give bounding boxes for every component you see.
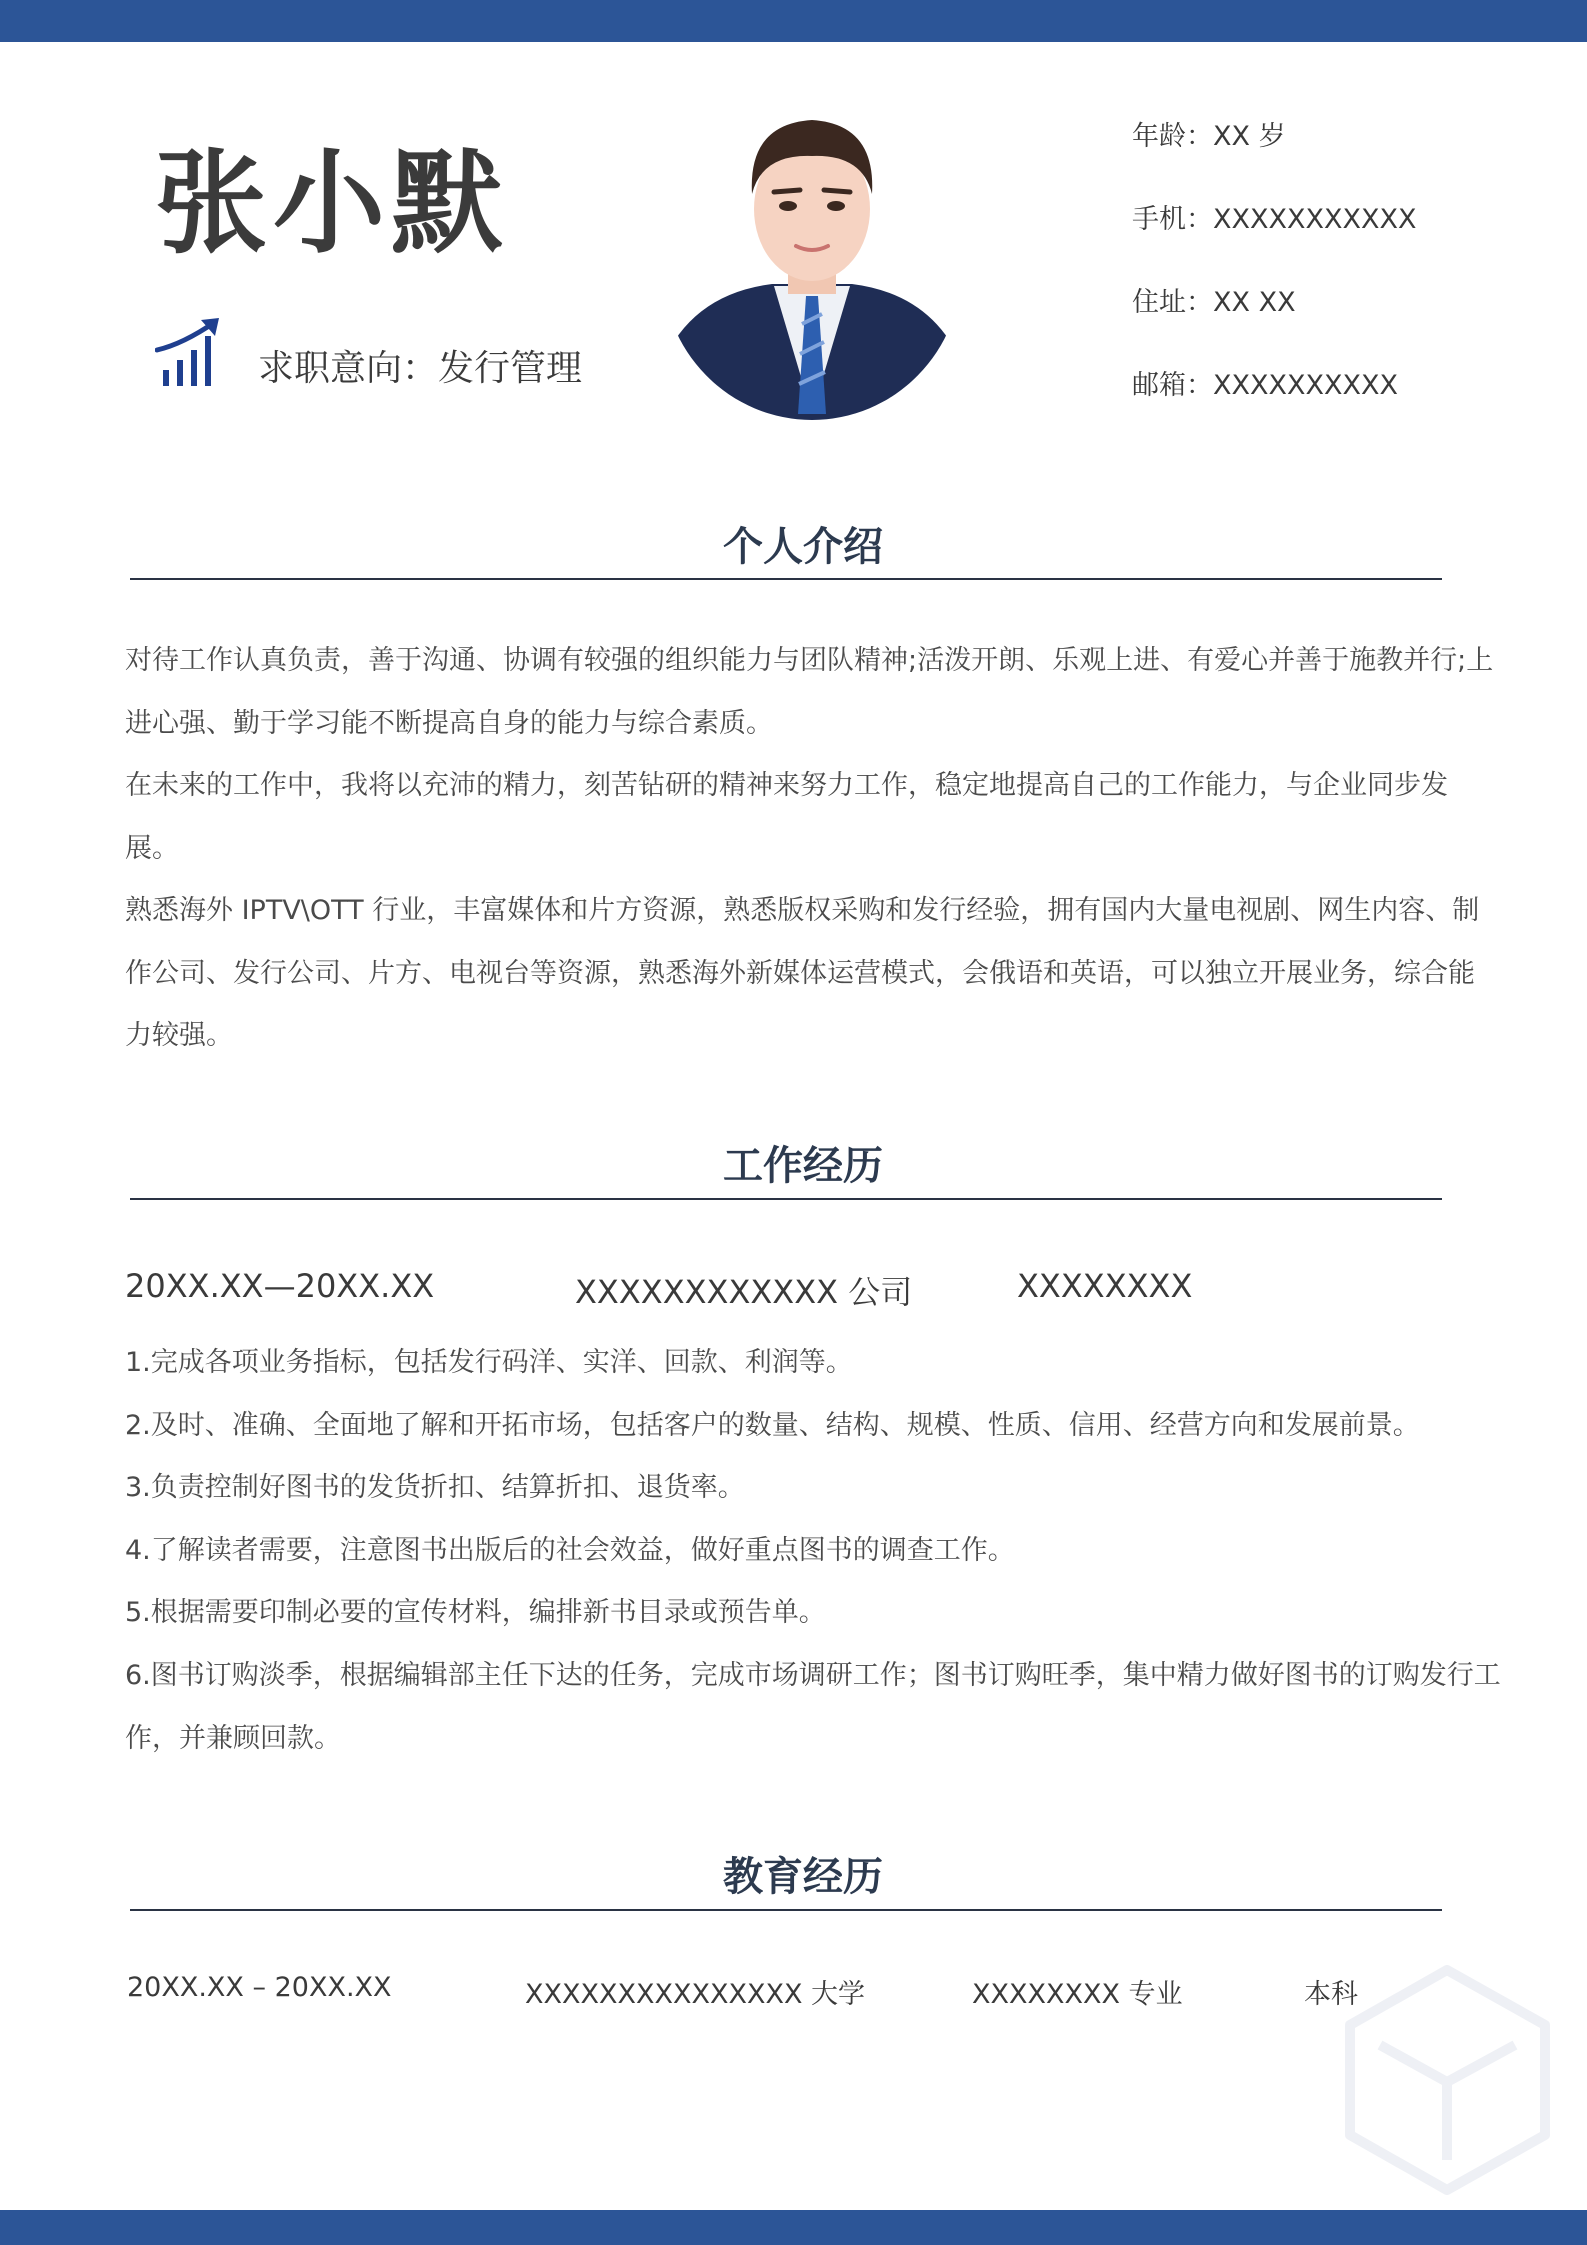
info-phone: 手机：XXXXXXXXXXX (1132, 204, 1417, 235)
cube-watermark-icon (1340, 1960, 1555, 2200)
section-title-intro: 个人介绍 (723, 524, 883, 570)
info-email: 邮箱：XXXXXXXXXX (1132, 370, 1398, 401)
growth-chart-icon (155, 314, 227, 390)
work-duty-item: 1.完成各项业务指标，包括发行码洋、实洋、回款、利润等。 (125, 1347, 853, 1378)
section-divider (130, 1909, 1442, 1911)
work-period: 20XX.XX—20XX.XX (125, 1267, 435, 1305)
edu-degree: 本科 (1304, 1979, 1358, 2010)
work-company: XXXXXXXXXXXX 公司 (575, 1273, 913, 1311)
info-address: 住址：XX XX (1132, 287, 1296, 318)
top-accent-bar (0, 0, 1587, 42)
intro-paragraph: 在未来的工作中，我将以充沛的精力，刻苦钻研的精神来努力工作，稳定地提高自己的工作能力，与企业同步发展。 (125, 770, 1448, 864)
work-duty-item: 4.了解读者需要，注意图书出版后的社会效益，做好重点图书的调查工作。 (125, 1535, 1015, 1566)
edu-period: 20XX.XX – 20XX.XX (127, 1972, 392, 2003)
work-duty-item: 6.图书订购淡季，根据编辑部主任下达的任务，完成市场调研工作；图书订购旺季，集中精力做好图书的订购发行工作，并兼顾回款。 (125, 1660, 1501, 1754)
work-duty-item: 5.根据需要印制必要的宣传材料，编排新书目录或预告单。 (125, 1597, 826, 1628)
section-divider (130, 1198, 1442, 1200)
section-divider (130, 578, 1442, 580)
work-duty-item: 2.及时、准确、全面地了解和开拓市场，包括客户的数量、结构、规模、性质、信用、经营方向和发展前景。 (125, 1410, 1420, 1441)
intro-paragraph: 对待工作认真负责，善于沟通、协调有较强的组织能力与团队精神;活泼开朗、乐观上进、有爱心并善于施教并行;上进心强、勤于学习能不断提高自身的能力与综合素质。 (125, 645, 1494, 739)
section-title-work: 工作经历 (723, 1143, 883, 1189)
job-intent: 求职意向：发行管理 (258, 348, 583, 389)
bottom-accent-bar (0, 2210, 1587, 2245)
candidate-name: 张小默 (155, 139, 509, 269)
edu-school: XXXXXXXXXXXXXXX 大学 (525, 1979, 866, 2010)
info-age: 年龄：XX 岁 (1132, 121, 1286, 152)
edu-major: XXXXXXXX 专业 (972, 1979, 1183, 2010)
avatar-portrait-icon (662, 114, 962, 420)
work-duty-item: 3.负责控制好图书的发货折扣、结算折扣、退货率。 (125, 1472, 745, 1503)
intro-paragraph: 熟悉海外 IPTV\OTT 行业，丰富媒体和片方资源，熟悉版权采购和发行经验，拥有国内大量电视剧、网生内容、制作公司、发行公司、片方、电视台等资源，熟悉海外新媒体运营模式，会俄语和英语，可以独立开展业务，综合能力较强。 (125, 895, 1480, 1051)
section-title-education: 教育经历 (723, 1854, 883, 1900)
work-position: XXXXXXXX (1017, 1267, 1193, 1305)
